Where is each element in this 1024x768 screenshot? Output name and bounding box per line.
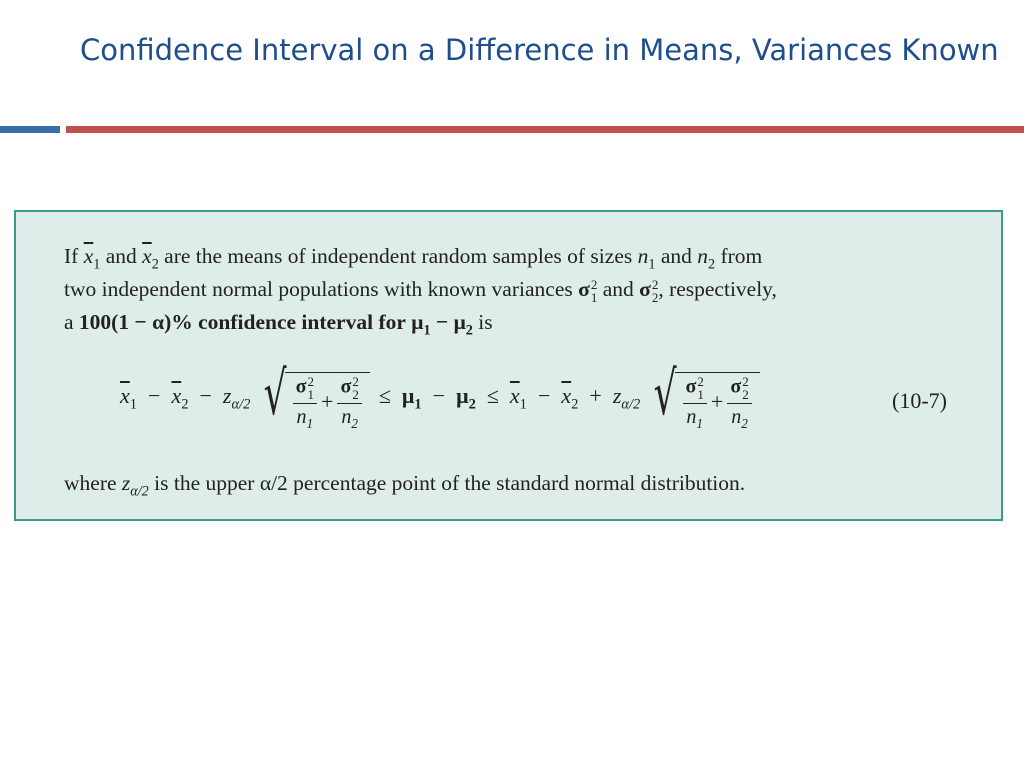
- confidence-interval-formula: $\overline{x}_1$ − $\overline{x}_2$ − $z_{\alpha/2}$ √ σ 2 1 $n_1$ + σ 2 2 $n_2$ ≤ $\mu_1$ − $\mu_2$ ≤ $\overline{x}_1$ − $\overline{x}_2$ + $z_{\alpha/2}$ √ σ 2 1 $n_1$ + σ 2 2 $n_2$: [116, 356, 762, 436]
- title-rule: [66, 126, 1024, 133]
- title-rule-accent: [0, 126, 60, 133]
- where-note: where $z_{\alpha/2}$ is the upper α/2 percentage point of the standard normal distribution.: [64, 471, 746, 500]
- slide-title: Confidence Interval on a Difference in Means, Variances Known: [80, 33, 999, 67]
- definition-box: [14, 210, 1003, 521]
- equation-number: (10-7): [892, 388, 947, 413]
- definition-text: If $\overline{x}_1$ and $\overline{x}_2$ are the means of independent random samples of sizes $n_1$ and $n_2$ from two independent normal populations with known variances σ 2 1 and σ 2 2 , respectively, a 100(1 − α)% confidence interval for $\mu_1 - \mu_2$ is: [64, 244, 777, 339]
